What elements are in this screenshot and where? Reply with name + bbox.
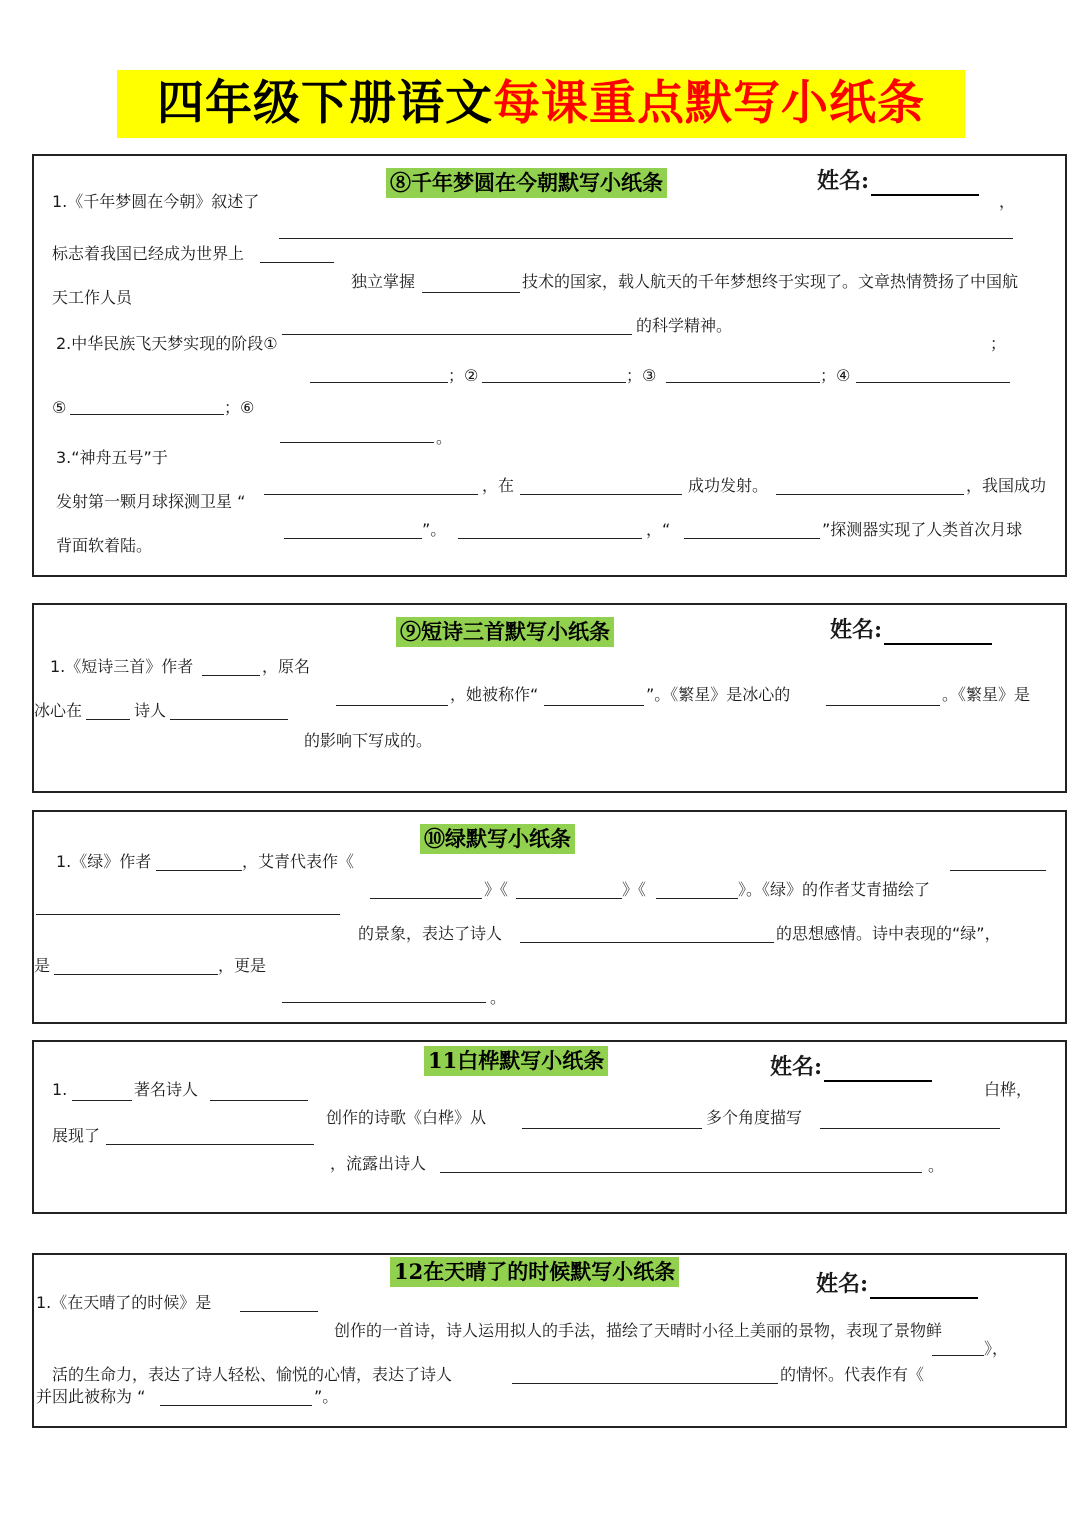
card-lesson-9 <box>32 603 1067 793</box>
answer-blank[interactable] <box>482 382 626 383</box>
name-label: 姓名: <box>817 168 870 194</box>
card-lesson-11 <box>32 1040 1067 1214</box>
q1-text: 1.《在天晴了的时候》是 <box>36 1293 212 1312</box>
called-text: 并因此被称为 “ <box>36 1387 146 1406</box>
answer-blank[interactable] <box>820 1128 1000 1129</box>
stage-6: ；⑥ <box>224 398 255 417</box>
answer-blank[interactable] <box>240 1311 318 1312</box>
answer-blank[interactable] <box>202 675 260 676</box>
launch-text: 发射第一颗月球探测卫星 “ <box>56 492 246 511</box>
independent-text: 独立掌握 <box>351 272 416 291</box>
shows-text: 展现了 <box>52 1126 101 1145</box>
created-text: 创作的诗歌《白桦》从 <box>326 1108 487 1127</box>
answer-blank[interactable] <box>70 414 224 415</box>
called-text: ，她被称作“ <box>450 685 539 704</box>
baihua-text: 白桦， <box>984 1080 1033 1099</box>
name-field[interactable] <box>830 615 992 645</box>
name-label: 姓名: <box>816 1271 869 1297</box>
name-label: 姓名: <box>830 617 883 643</box>
staff-text: 天工作人员 <box>52 288 133 307</box>
card-title: 12在天晴了的时候默写小纸条 <box>390 1257 679 1287</box>
name-blank[interactable] <box>824 1058 932 1082</box>
q1-text: 1.《绿》作者 <box>56 852 152 871</box>
card-lesson-10 <box>32 810 1067 1024</box>
poet-text: 诗人 <box>134 701 167 720</box>
answer-blank[interactable] <box>666 382 820 383</box>
bracket-2: 》《 <box>622 880 647 899</box>
name-label: 姓名: <box>770 1054 823 1080</box>
answer-blank[interactable] <box>856 382 1010 383</box>
answer-blank[interactable] <box>170 719 288 720</box>
name-blank[interactable] <box>884 621 992 645</box>
answer-blank[interactable] <box>370 898 482 899</box>
answer-blank[interactable] <box>282 1002 486 1003</box>
period: 。 <box>490 988 507 1007</box>
answer-blank[interactable] <box>264 494 478 495</box>
answer-blank[interactable] <box>280 442 434 443</box>
more-text: ，更是 <box>218 956 267 975</box>
title-black: 四年级下册语文 <box>157 76 493 131</box>
tech-text: 技术的国家，载人航天的千年梦想终于实现了。文章热情赞扬了中国航 <box>522 272 1019 291</box>
answer-blank[interactable] <box>932 1355 984 1356</box>
back-text: 背面软着陆。 <box>56 536 153 555</box>
q3-text: 3.“神舟五号”于 <box>56 448 168 467</box>
card-title: 11白桦默写小纸条 <box>424 1046 608 1076</box>
answer-blank[interactable] <box>156 870 242 871</box>
answer-blank[interactable] <box>210 1100 308 1101</box>
answer-blank[interactable] <box>284 538 422 539</box>
bingxin-text: 冰心在 <box>34 701 83 720</box>
answer-blank[interactable] <box>282 334 632 335</box>
answer-blank[interactable] <box>776 494 964 495</box>
stage-2: ；② <box>448 366 479 385</box>
q1-text: 1.《千年梦圆在今朝》叙述了 <box>52 192 260 211</box>
china-success-text: ，我国成功 <box>966 476 1047 495</box>
card-lesson-8 <box>32 154 1067 577</box>
at-text: ，在 <box>482 476 515 495</box>
semicolon: ； <box>990 334 1007 353</box>
answer-blank[interactable] <box>544 705 644 706</box>
name-field[interactable] <box>817 166 979 196</box>
reveal-text: ，流露出诗人 <box>330 1154 427 1173</box>
orig-text: ，原名 <box>262 657 311 676</box>
quote-end: ”。 <box>422 520 447 539</box>
card-title: ⑨短诗三首默写小纸条 <box>396 617 614 647</box>
answer-blank[interactable] <box>86 719 130 720</box>
name-field[interactable] <box>816 1269 978 1299</box>
page-title <box>117 70 965 138</box>
famous-text: 著名诗人 <box>134 1080 199 1099</box>
answer-blank[interactable] <box>516 898 622 899</box>
aiqing-text: ，艾青代表作《 <box>242 852 355 871</box>
answer-blank[interactable] <box>310 382 448 383</box>
q1-text: 1.《短诗三首》作者 <box>50 657 194 676</box>
period: 。 <box>436 428 453 447</box>
answer-blank[interactable] <box>950 870 1046 871</box>
answer-blank[interactable] <box>520 494 682 495</box>
answer-blank[interactable] <box>160 1405 312 1406</box>
name-field[interactable] <box>770 1052 932 1082</box>
answer-blank[interactable] <box>512 1383 778 1384</box>
bracket-3: 》。《绿》的作者艾青描绘了 <box>738 880 931 899</box>
success-text: 成功发射。 <box>688 476 769 495</box>
answer-blank[interactable] <box>72 1100 132 1101</box>
shi-text: 是 <box>34 956 51 975</box>
answer-blank[interactable] <box>279 238 1013 239</box>
card-title: ⑧千年梦圆在今朝默写小纸条 <box>386 168 667 198</box>
answer-blank[interactable] <box>520 942 774 943</box>
card-lesson-12 <box>32 1253 1067 1428</box>
answer-blank[interactable] <box>826 705 940 706</box>
stage-3: ；③ <box>626 366 657 385</box>
stage-5: ⑤ <box>52 398 67 417</box>
bracket-end: 》， <box>984 1339 1009 1358</box>
fanxing-text: ”。《繁星》是冰心的 <box>646 685 791 704</box>
answer-blank[interactable] <box>260 262 334 263</box>
feeling-text: 的思想感情。诗中表现的“绿”， <box>776 924 1001 943</box>
answer-blank[interactable] <box>684 538 820 539</box>
influence-text: 的影响下写成的。 <box>304 731 433 750</box>
answer-blank[interactable] <box>522 1128 702 1129</box>
title-red: 每课重点默写小纸条 <box>493 76 925 131</box>
fanxing2-text: 。《繁星》是 <box>942 685 1031 704</box>
answer-blank[interactable] <box>458 538 642 539</box>
answer-blank[interactable] <box>36 914 340 915</box>
answer-blank[interactable] <box>106 1144 314 1145</box>
q2-text: 2.中华民族飞天梦实现的阶段① <box>56 334 278 353</box>
q1-num: 1. <box>52 1080 68 1099</box>
stage-4: ；④ <box>820 366 851 385</box>
scene-text: 的景象，表达了诗人 <box>358 924 503 943</box>
end-text: ”。 <box>314 1387 339 1406</box>
lively-text: 活的生命力，表达了诗人轻松、愉悦的心情，表达了诗人 <box>52 1365 453 1384</box>
name-blank[interactable] <box>871 172 979 196</box>
answer-blank[interactable] <box>54 974 218 975</box>
mark-text: 标志着我国已经成为世界上 <box>52 244 245 263</box>
comma: ， <box>999 192 1016 211</box>
probe-text: ”探测器实现了人类首次月球 <box>822 520 1023 539</box>
created-text: 创作的一首诗，诗人运用拟人的手法，描绘了天晴时小径上美丽的景物，表现了景物鲜 <box>334 1321 943 1340</box>
period: 。 <box>928 1156 945 1175</box>
name-blank[interactable] <box>870 1275 978 1299</box>
answer-blank[interactable] <box>336 705 448 706</box>
angles-text: 多个角度描写 <box>706 1108 803 1127</box>
bracket-1: 》《 <box>484 880 509 899</box>
answer-blank[interactable] <box>440 1172 922 1173</box>
answer-blank[interactable] <box>422 292 520 293</box>
comma-quote: ，“ <box>646 520 671 539</box>
emotion-text: 的情怀。代表作有《 <box>780 1365 925 1384</box>
card-title: ⑩绿默写小纸条 <box>420 824 575 854</box>
spirit-text: 的科学精神。 <box>636 316 733 335</box>
answer-blank[interactable] <box>656 898 738 899</box>
